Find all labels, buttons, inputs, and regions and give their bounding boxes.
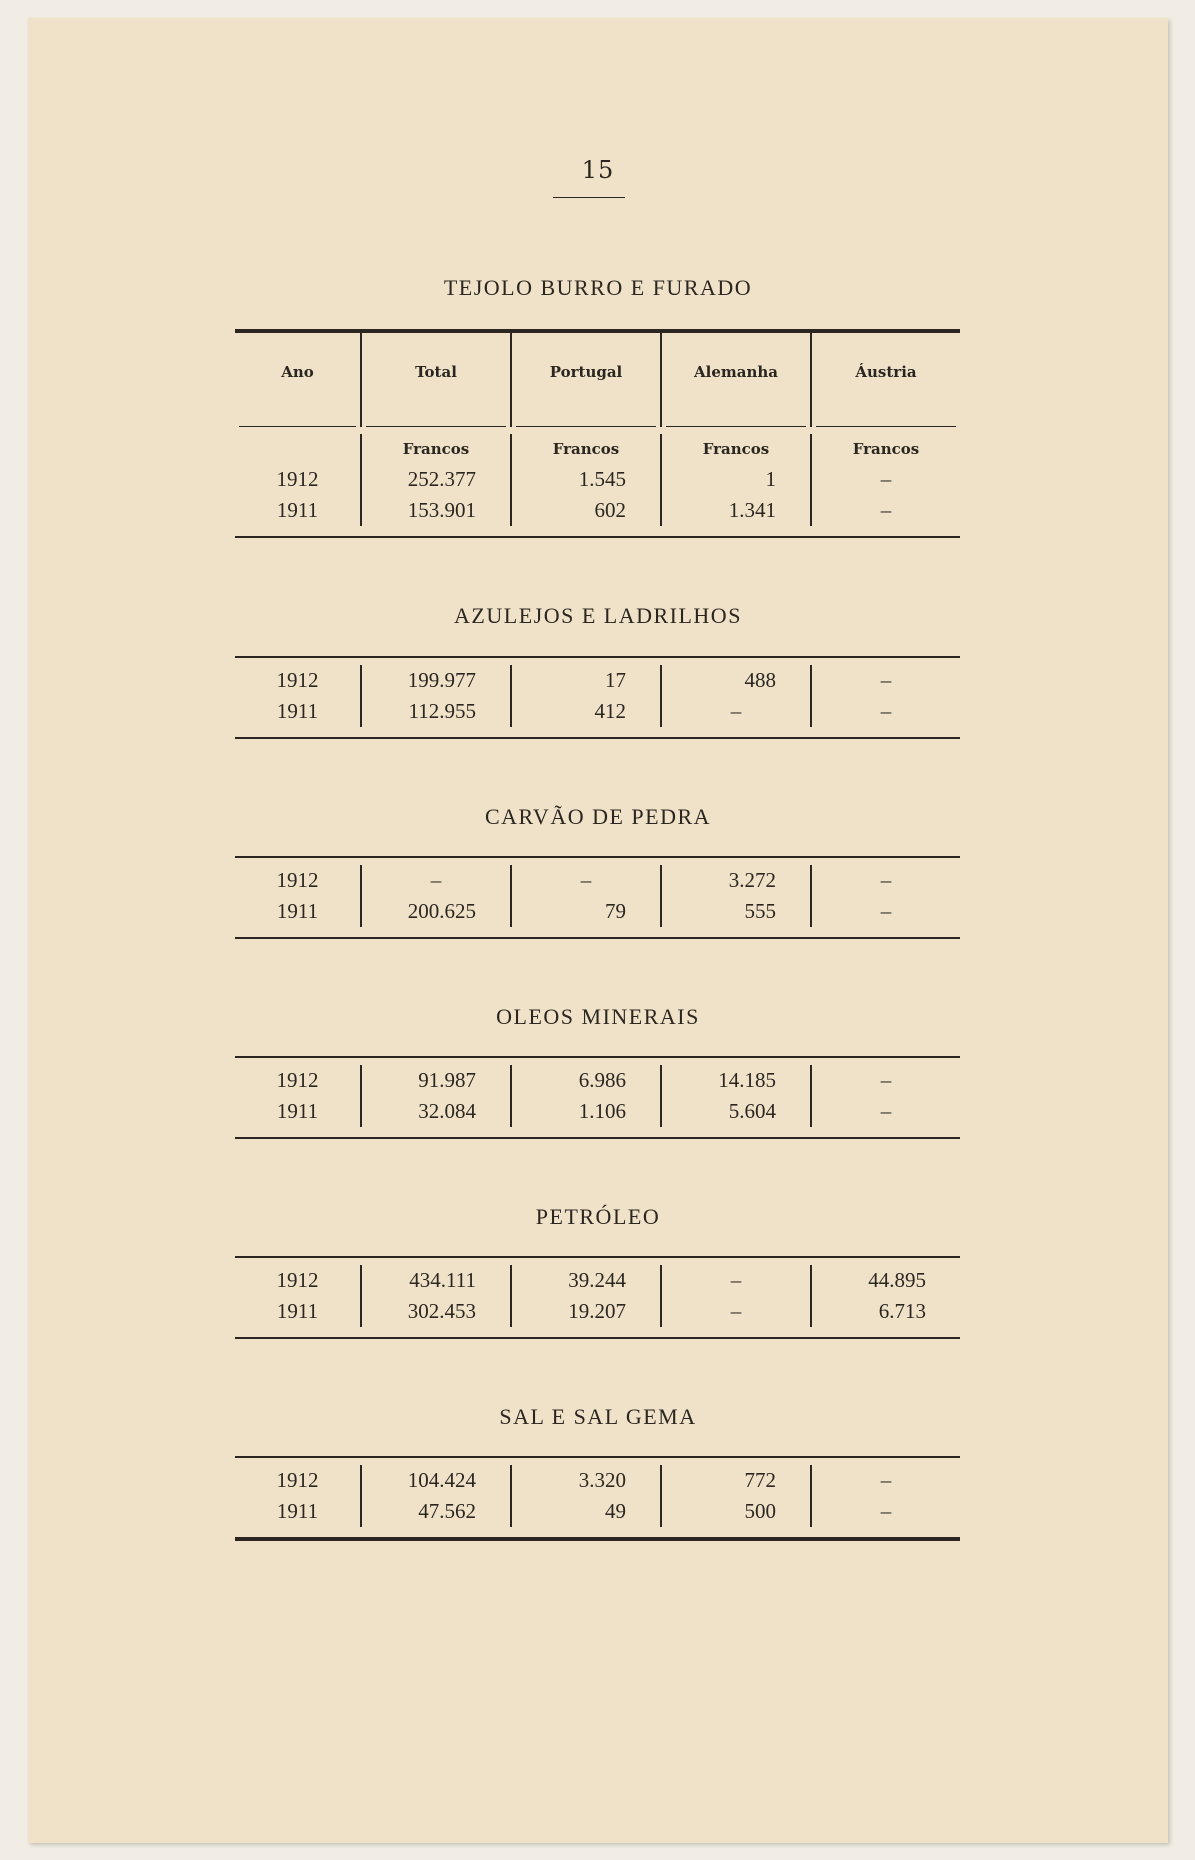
cell-portugal: 1.545 (578, 467, 626, 491)
cell-portugal: 3.320 (578, 1468, 626, 1492)
cell-total: 302.453 (407, 1299, 476, 1323)
table-header (235, 333, 960, 427)
section-title-carvao: CARVÃO DE PEDRA (484, 804, 712, 829)
cell-austria: – (880, 1499, 892, 1523)
cell-austria: – (880, 1099, 892, 1123)
cell-portugal: – (580, 868, 592, 892)
cell-alemanha: – (730, 1299, 742, 1323)
table-oleos (235, 1056, 960, 1139)
cell-portugal: 6.986 (578, 1068, 626, 1092)
cell-alemanha: 3.272 (728, 868, 776, 892)
section-title-oleos: OLEOS MINERAIS (496, 1004, 700, 1029)
unit-label: Francos (852, 440, 920, 458)
cell-portugal: 19.207 (568, 1299, 626, 1323)
cell-ano: 1911 (276, 498, 319, 522)
cell-total: 153.901 (407, 498, 476, 522)
cell-portugal: 1.106 (578, 1099, 626, 1123)
header-portugal: Portugal (549, 363, 623, 381)
cell-alemanha: 500 (744, 1499, 776, 1523)
cell-portugal: 412 (594, 699, 626, 723)
cell-ano: 1912 (276, 868, 319, 892)
cell-portugal: 49 (605, 1499, 626, 1523)
cell-ano: 1912 (276, 1068, 319, 1092)
cell-alemanha: 1 (765, 467, 776, 491)
cell-alemanha: 1.341 (728, 498, 776, 522)
cell-austria: – (880, 1068, 892, 1092)
cell-alemanha: – (730, 1268, 742, 1292)
header-austria: Áustria (855, 363, 917, 381)
cell-ano: 1911 (276, 1299, 319, 1323)
cell-austria: – (880, 699, 892, 723)
table-azulejos (235, 656, 960, 739)
cell-austria: – (880, 899, 892, 923)
cell-alemanha: 5.604 (728, 1099, 776, 1123)
document-page (28, 18, 1168, 1843)
cell-ano: 1911 (276, 1499, 319, 1523)
table-carvao (235, 856, 960, 939)
cell-portugal: 79 (605, 899, 626, 923)
header-total: Total (415, 363, 457, 381)
unit-label: Francos (702, 440, 770, 458)
section-title-azulejos: AZULEJOS E LADRILHOS (454, 603, 742, 628)
cell-portugal: 602 (594, 498, 626, 522)
header-ano: Ano (281, 363, 314, 381)
cell-total: 104.424 (407, 1468, 476, 1492)
section-title-sal: SAL E SAL GEMA (499, 1404, 697, 1429)
cell-ano: 1911 (276, 899, 319, 923)
cell-total: – (430, 868, 442, 892)
cell-total: 32.084 (418, 1099, 476, 1123)
header-alemanha: Alemanha (693, 363, 778, 381)
cell-austria: – (880, 668, 892, 692)
unit-label: Francos (402, 440, 470, 458)
cell-alemanha: – (730, 699, 742, 723)
cell-austria: 44.895 (868, 1268, 926, 1292)
cell-ano: 1912 (276, 668, 319, 692)
cell-ano: 1911 (276, 699, 319, 723)
cell-austria: – (880, 868, 892, 892)
cell-portugal: 17 (605, 668, 626, 692)
cell-portugal: 39.244 (568, 1268, 626, 1292)
cell-austria: 6.713 (878, 1299, 926, 1323)
table-sal (235, 1456, 960, 1541)
section-title-tejolo: TEJOLO BURRO E FURADO (443, 275, 753, 300)
cell-ano: 1912 (276, 1468, 319, 1492)
cell-austria: – (880, 467, 892, 491)
cell-ano: 1911 (276, 1099, 319, 1123)
cell-total: 434.111 (409, 1268, 476, 1292)
cell-ano: 1912 (276, 1268, 319, 1292)
cell-alemanha: 772 (744, 1468, 776, 1492)
cell-total: 47.562 (418, 1499, 476, 1523)
cell-total: 112.955 (408, 699, 476, 723)
unit-label: Francos (552, 440, 620, 458)
cell-total: 91.987 (418, 1068, 476, 1092)
cell-alemanha: 555 (744, 899, 776, 923)
table-petroleo (235, 1256, 960, 1339)
page-number: 15 (581, 156, 615, 184)
cell-austria: – (880, 498, 892, 522)
cell-total: 199.977 (407, 668, 476, 692)
cell-ano: 1912 (276, 467, 319, 491)
cell-total: 252.377 (407, 467, 476, 491)
cell-alemanha: 488 (744, 668, 776, 692)
cell-total: 200.625 (407, 899, 476, 923)
section-title-petroleo: PETRÓLEO (535, 1204, 661, 1229)
page-number-rule (553, 197, 625, 198)
table-tejolo (235, 329, 960, 538)
cell-austria: – (880, 1468, 892, 1492)
cell-alemanha: 14.185 (718, 1068, 776, 1092)
table-body (235, 427, 960, 536)
